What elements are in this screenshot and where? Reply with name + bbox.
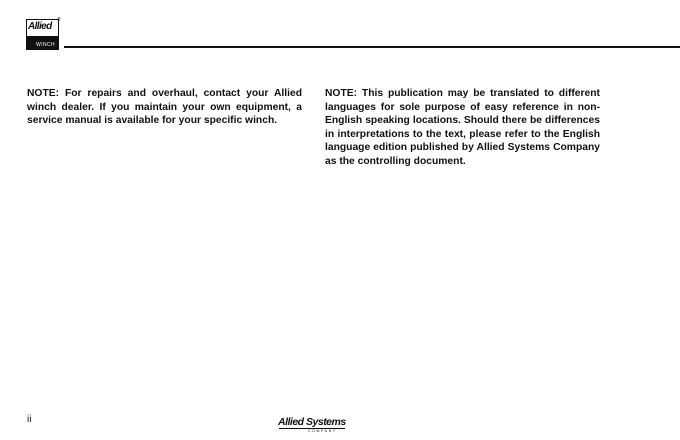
allied-systems-logo: [278, 416, 350, 434]
header-rule: [64, 46, 680, 48]
logo-subtext: WINCH: [36, 42, 55, 48]
page-number: ii: [27, 414, 32, 425]
translation-note: NOTE: This publication may be translated to different languages for sole purpose of easy reference in non-English speaking locations. Should there be differences in interpretations to the text, please refer to the English language edition published by Allied Systems Company as the controlling document.: [325, 88, 600, 167]
allied-winch-logo: [26, 19, 59, 50]
registered-mark: ®: [57, 17, 61, 23]
logo-wordmark: Allied: [28, 21, 52, 32]
footer-brand: Allied Systems: [278, 416, 346, 428]
repair-note: NOTE: For repairs and overhaul, contact your Allied winch dealer. If you maintain your own equipment, a service manual is available for your specific winch.: [27, 88, 302, 126]
footer-company: COMPANY: [308, 429, 337, 433]
logo-subtext-band: [27, 36, 58, 49]
